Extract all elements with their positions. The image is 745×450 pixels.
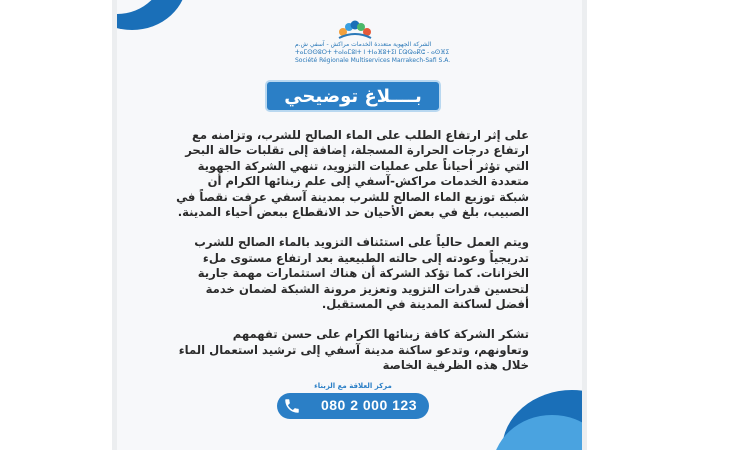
hotline-label: مركز العلاقة مع الزبناء	[314, 382, 392, 390]
logo-emblem-icon	[335, 18, 375, 40]
announcement-body	[175, 128, 529, 389]
company-logo	[295, 18, 451, 68]
announcement-title: بــــلاغ توضيحي	[267, 82, 439, 110]
paragraph-3: تشكر الشركة كافة زبنائها الكرام على حسن تفهمهم وتعاونهم، وتدعو ساكنة مدينة آسفي إلى ترشيد استعمال الماء خلال هذه الظرفية الخاصة	[178, 327, 529, 373]
customer-hotline	[277, 382, 429, 419]
phone-icon	[283, 397, 301, 415]
paragraph-1: على إثر ارتفاع الطلب على الماء الصالح للشرب، وتزامنه مع ارتفاع درجات الحرارة المسجلة، إضافة إلى تقلبات حالة البحر التي تؤثر أحياناً على عمليات التزويد، تنهي الشركة الجهوية متعددة الخدمات مراكش-آسفي إلى علم زبنائها الكرام أن شبكة توزيع الماء الصالح للشرب بمدينة آسفي عرفت نقصاً في الصبيب، بلغ في بعض الأحيان حد الانقطاع ببعض أحياء المدينة.	[176, 128, 529, 220]
logo-org-name-arabic: الشركة الجهوية متعددة الخدمات مراكش - آسفي ش.م	[295, 41, 432, 48]
hotline-number: 080 2 000 123	[320, 397, 417, 413]
paragraph-2: ويتم العمل حالياً على استئناف التزويد بالماء الصالح للشرب تدريجياً وعودته إلى حالته الطبيعية بعد ارتفاع مستوى ملء الخزانات. كما تؤكد الشركة أن هناك استثمارات مهمة جارية لتحسين قدرات التزويد وتعزيز مرونة الشبكة لضمان خدمة أفضل لساكنة المدينة في المستقبل.	[194, 235, 529, 312]
logo-org-name-tifinagh: ⵜⴰⵎⵙⵙⵓⵔⵜ ⵜⴰⵏⴰⵎⵓⵏⵜ ⵏ ⵜⵏⴰⴼⵓⵜⵉⵏ ⵎⵕⵕⴰⴽⵛ - ⴰⵙⴼⵉ	[295, 49, 450, 56]
logo-org-name-french: Société Régionale Multiservices Marrakech-Safi S.A.	[295, 57, 451, 64]
